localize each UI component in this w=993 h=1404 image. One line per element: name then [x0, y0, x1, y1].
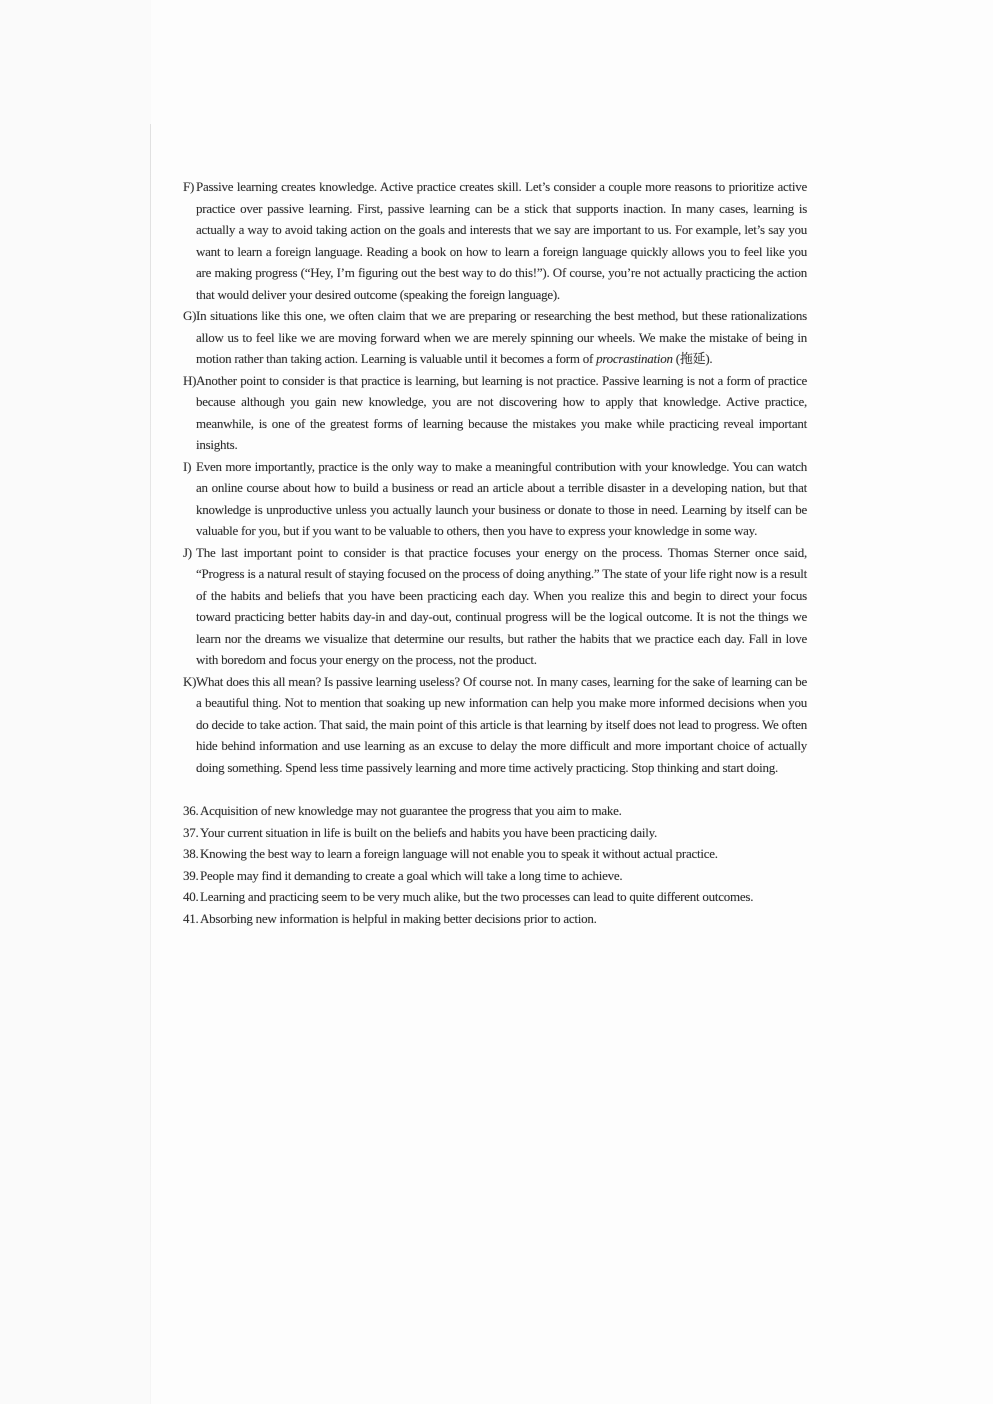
question-39	[183, 865, 807, 887]
paragraph-text: The last important point to consider is that practice focuses your energy on the process. Thomas Sterner once said, “Progress is a natural result of staying focused on the process of doing anything.” The state of your life right now is a result of the habits and beliefs that you have been practicing each day. When you realize this and begin to direct your focus toward practicing better habits day-in and day-out, continual progress will be the logical outcome. It is not the things we learn nor the dreams we visualize that determine our results, but rather the habits that we practice each day. Fall in love with boredom and focus your energy on the process, not the product.	[196, 544, 807, 667]
paragraph-text-tail: (拖延).	[672, 351, 713, 366]
scan-edge-line	[150, 124, 151, 1404]
question-37	[183, 822, 807, 844]
paragraph-f	[183, 176, 807, 305]
paragraph-text: What does this all mean? Is passive learning useless? Of course not. In many cases, learning for the sake of learning can be a beautiful thing. Not to mention that soaking up new information can help you make more informed decisions when you do decide to take action. That said, the main point of this article is that learning by itself does not lead to progress. We often hide behind information and use learning as an excuse to delay the more difficult and more important choice of actually doing something. Spend less time passively learning and more time actively practicing. Stop thinking and start doing.	[196, 673, 807, 775]
question-text: Your current situation in life is built on the beliefs and habits you have been practicing daily.	[200, 824, 658, 840]
question-text: Knowing the best way to learn a foreign language will not enable you to speak it without actual practice.	[200, 846, 718, 861]
paragraph-label: K)	[183, 673, 197, 689]
question-text: People may find it demanding to create a goal which will take a long time to achieve.	[200, 867, 623, 883]
paragraph-i	[183, 456, 807, 542]
question-36	[183, 800, 807, 822]
paragraph-text: Even more importantly, practice is the only way to make a meaningful contribution with your knowledge. You can watch an online course about how to build a business or read an article about a terrible disaster in a developing nation, but that knowledge is unproductive unless you actually launch your business or donate to those in need. Learning by itself can be valuable for you, but if you want to be valuable to others, then you have to express your knowledge in some way.	[196, 458, 807, 538]
paragraph-j	[183, 542, 807, 671]
question-text: Absorbing new information is helpful in making better decisions prior to action.	[200, 910, 597, 926]
paragraph-label: F)	[183, 179, 195, 194]
paragraph-text: In situations like this one, we often claim that we are preparing or researching the best method, but these rationalizations allow us to feel like we are moving forward when we are merely spinning our wheels. We make the mistake of being in motion rather than taking action. Learning is valuable until it becomes a form of	[196, 308, 807, 366]
question-text: Acquisition of new knowledge may not guarantee the progress that you aim to make.	[200, 803, 622, 818]
question-number: 37.	[183, 824, 199, 840]
questions-section	[183, 800, 807, 929]
scan-artifact-tint	[0, 0, 151, 1404]
paragraph-k	[183, 671, 807, 779]
paragraph-label: J)	[183, 544, 192, 560]
question-38	[183, 843, 807, 865]
paragraph-italic-word: procrastination	[596, 351, 673, 366]
paragraph-text: Passive learning creates knowledge. Active practice creates skill. Let’s consider a couple more reasons to prioritize active practice over passive learning. First, passive learning can be a stick that supports inaction. In many cases, learning is actually a way to avoid taking action on the goals and interests that we say are important to us. For example, let’s say you want to learn a foreign language. Reading a book on how to learn a foreign language quickly allows you to feel like you are making progress (“Hey, I’m figuring out the best way to do this!”). Of course, you’re not actually practicing the action that would deliver your desired outcome (speaking the foreign language).	[196, 179, 807, 302]
passage-section	[183, 176, 807, 929]
question-text: Learning and practicing seem to be very much alike, but the two processes can lead to quite different outcomes.	[200, 889, 754, 904]
paragraph-h	[183, 370, 807, 456]
paragraph-text: Another point to consider is that practice is learning, but learning is not practice. Passive learning is not a form of practice because although you gain new knowledge, you are not discovering how to apply that knowledge. Active practice, meanwhile, is one of the greatest forms of learning because the mistakes you make while practicing reveal important insights.	[196, 372, 807, 452]
question-number: 36.	[183, 803, 199, 818]
question-number: 40.	[183, 889, 199, 904]
question-41	[183, 908, 807, 930]
paragraph-label: G)	[183, 308, 197, 323]
paragraph-label: H)	[183, 372, 197, 388]
question-number: 38.	[183, 846, 199, 861]
question-number: 39.	[183, 867, 199, 883]
paragraph-g	[183, 305, 807, 370]
question-number: 41.	[183, 910, 199, 926]
question-40	[183, 886, 807, 908]
paragraph-label: I)	[183, 458, 192, 474]
